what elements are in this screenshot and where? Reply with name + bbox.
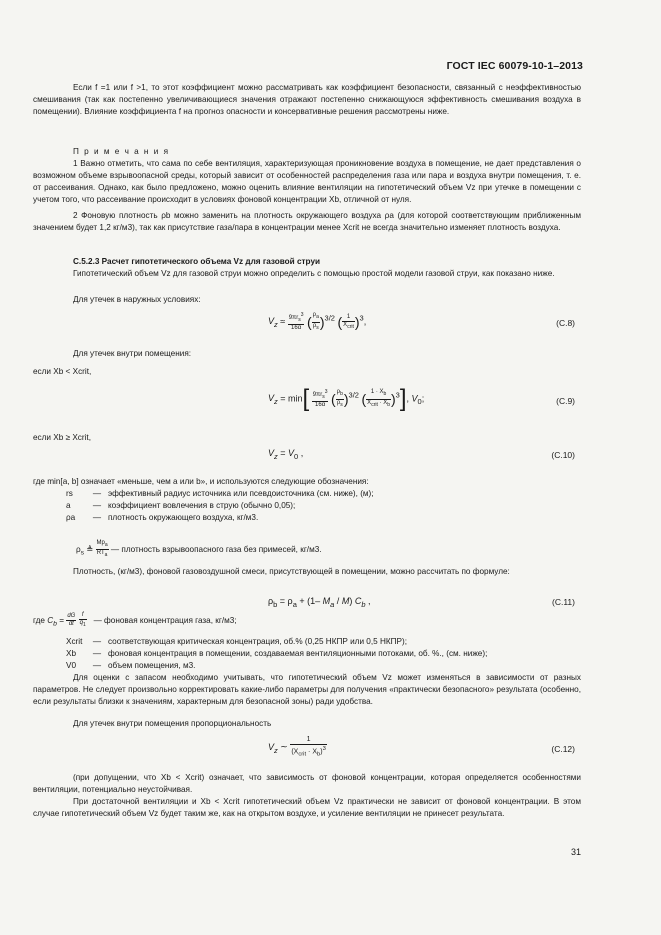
equation-c11: $\rho_b = \rho_a + (1-$ $M_a / M$) $C_b$ , [268, 596, 371, 609]
condition-1: если Xb < Xcrit, [33, 367, 92, 376]
outdoor-label: Для утечек в наружных условиях: [73, 295, 201, 304]
definition-rs: rs — эффективный радиус источника или псевдоисточника (см. ниже), (м); [66, 489, 374, 498]
equation-c12: $V_z$ ∼ $\frac{1}{(X_{crit} \cdot X_b)^3}$ [268, 736, 326, 758]
proportionality-label: Для утечек внутри помещения пропорциональность [73, 719, 272, 728]
page-number: 31 [570, 847, 581, 857]
notes-title: П р и м е ч а н и я [73, 147, 170, 156]
rho-s-definition: $\rho_s$ ≜ $\frac{Mp_a}{RT_a}$ — плотность взрывоопасного газа без примесей, кг/м3. [76, 540, 322, 559]
definition-rho-a: ρa — плотность окружающего воздуха, кг/м3. [66, 513, 259, 522]
equation-c10-number: (С.10) [551, 450, 575, 460]
equation-c9: $V_z = \min$[ $\frac{9\pi r_s^3}{16\alpha}$ ( $\frac{\rho_b}{\rho_s}$ )$^{3/2}$ ( $\frac{1 \cdot X_b}{X_{crit} \cdot X_b}$ )$^3$], $V_0$; [268, 385, 425, 412]
equation-c10: $V_z = V_0$ , [268, 448, 304, 461]
where-line: где min[a, b] означает «меньше, чем a или b», и используются следующие обозначения: [33, 477, 369, 486]
definition-v0: V0 — объем помещения, м3. [66, 661, 196, 670]
equation-c8: $V_z$ ≈ $\frac{9\pi r_s^3}{16\alpha}$ ( $\frac{\rho_a}{\rho_s}$ )$^{3/2}$ ( $\frac{1}{X_{crit}}$ )$^3$, [268, 312, 367, 332]
cb-definition: где $C_b$ = $\frac{dG}{dt}$ $\frac{f}{q_1}$ — фоновая концентрация газа, кг/м3; [33, 612, 237, 629]
definition-xcrit: Xcrit — соответствующая критическая концентрация, об.% (0,25 НКПР или 0,5 НКПР); [66, 637, 407, 646]
density-paragraph: Плотность, (кг/м3), фоновой газовоздушной смеси, присутствующей в помещении, можно рассчитать по формуле: [73, 567, 510, 576]
definition-xb: Xb — фоновая концентрация в помещении, создаваемая вентиляционными потоками, об. %., (см. ниже); [66, 649, 488, 658]
equation-c8-number: (С.8) [556, 318, 575, 328]
paragraph-conclusion: При достаточной вентиляции и Xb < Xcrit гипотетический объем Vz практически не зависит от фоновой концентрации. В этом случае гипотетический объем Vz будет таким же, как на открытом воздухе, и усиление вентиляции не принесет результата. [33, 797, 581, 819]
document-header: ГОСТ IEC 60079-10-1–2013 [446, 60, 583, 72]
paragraph-conservative: Для оценки с запасом необходимо учитывать, что гипотетический объем Vz может изменяться в зависимости от разных параметров. Не следует произвольно корректировать какие-либо параметры для получения «практически безопасного» результата (особенно, если результаты близки к значениям, характерным для безопасной зоны) ради удобства. [33, 673, 581, 707]
section-title: С.5.2.3 Расчет гипотетического объема Vz для газовой струи [73, 257, 321, 266]
definition-alpha: a — коэффициент вовлечения в струю (обычно 0,05); [66, 501, 296, 510]
note-1: 1 Важно отметить, что сама по себе вентиляция, характеризующая проникновение воздуха в помещение, не дает представления о возможном объеме взрывоопасной среды, который зависит от особенностей распределения газа или пара и воздуха внутри помещения, т. е. от рассеивания. Однако, как было предложено, можно оценить влияние вентиляции на гипотетический объем Vz при утечке в помещении с учетом того, что рассеивание происходит в условиях фоновой концентрации Xb, отличной от нуля. [33, 159, 581, 205]
indoor-label: Для утечек внутри помещения: [73, 349, 192, 358]
paragraph-intro: Если f =1 или f >1, то этот коэффициент можно рассматривать как коэффициент безопасности, связанный с неэффективностью смешивания (так как постепенно увеличивающиеся значения отражают постепенно снижающуюся эффективность смешивания воздуха в помещении). Влияние коэффициента f на прогноз опасности и консервативные решения рассмотрены ниже. [33, 83, 581, 117]
condition-2: если Xb ≥ Xcrit, [33, 433, 91, 442]
equation-c11-number: (С.11) [552, 597, 575, 607]
equation-c12-number: (С.12) [551, 744, 575, 754]
paragraph-jet-model: Гипотетический объем Vz для газовой струи можно определить с помощью простой модели газовой струи, как показано ниже. [73, 269, 555, 278]
paragraph-instability: (при допущении, что Xb < Xcrit) означает, что зависимость от фоновой концентрации, которая определяется особенностями вентиляции, потенциально неустойчивая. [33, 773, 581, 795]
note-2: 2 Фоновую плотность ρb можно заменить на плотность окружающего воздуха ρa (для которой соответствующим приближенным значением будет 1,2 кг/м3), так как присутствие газа/пара в концентрации менее Xcrit не всегда значительно изменяет плотность воздуха. [33, 211, 581, 233]
equation-c9-number: (С.9) [556, 396, 575, 406]
